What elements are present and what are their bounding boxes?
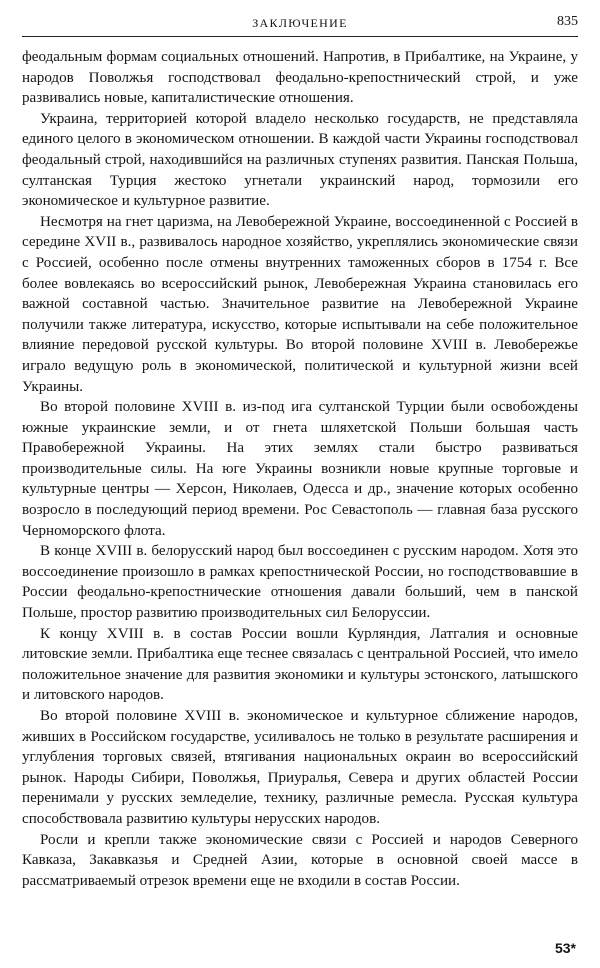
paragraph: феодальным формам социальных отношений. Напротив, в Прибалтике, на Украине, у народов Поволжья господствовал феодально-крепостнический строй, и уже развивались новые, капиталистические отношения. [22,49,578,107]
signature-mark: 53* [554,940,576,956]
running-head: ЗАКЛЮЧЕНИЕ [252,16,348,30]
paragraph: Украина, территорией которой владело несколько государств, не представляла единого целого в экономическом отношении. В каждой части Украины господствовал феодальный строй, находившийся на различных ступенях развития. Панская Польша, султанская Турция жестоко угнетали украинский народ, тормозили его экономическое и культурное развитие. [22,110,578,210]
page-header [22,12,578,37]
page-number: 835 [557,14,578,29]
paragraph: Несмотря на гнет царизма, на Левобережной Украине, воссоединенной с Россией в середине XVII в., развивалось народное хозяйство, укреплялись экономические связи с Россией, особенно после отмены внутренних таможенных сборов в 1754 г. Все более вовлекаясь во всероссийский рынок, Левобережная Украина становилась его важной составной частью. Значительное развитие на Левобережной Украине получили также литература, искусство, которые испытывали на себе положительное влияние передовой русской культуры. Во второй половине XVIII в. Левобережье играло ведущую роль в экономической, политической и культурной жизни всей Украины. [22,213,578,395]
paragraph: Во второй половине XVIII в. экономическое и культурное сближение народов, живших в Российском государстве, усиливалось не только в результате расширения и углубления торговых связей, втягивания национальных окраин во всероссийский рынок. Народы Сибири, Поволжья, Приуралья, Севера и других областей России перенимали у русских земледелие, технику, различные ремесла. Русская культура способствовала развитию культуры нерусских народов. [22,708,578,827]
body-text [22,47,578,891]
paragraph: Во второй половине XVIII в. из-под ига султанской Турции были освобождены южные украинские земли, и от гнета шляхетской Польши большая часть Правобережной Украины. На этих землях стали быстро развиваться производительные силы. На юге Украины возникли новые крупные торговые и культурные центры — Херсон, Николаев, Одесса и др., значение которых особенно возросло в последующий период времени. Рос Севастополь — главная база русского Черноморского флота. [22,399,578,539]
paragraph: К концу XVIII в. в состав России вошли Курляндия, Латгалия и основные литовские земли. Прибалтика еще теснее связалась с центральной Россией, что имело положительное значение для развития экономики и культуры эстонского, латышского и литовского народов. [22,625,578,704]
paragraph: В конце XVIII в. белорусский народ был воссоединен с русским народом. Хотя это воссоединение произошло в рамках крепостнической России, но господствовавшие в России феодально-крепостнические отношения давали больший, чем в панской Польше, простор развитию производительных сил Белоруссии. [22,543,578,622]
paragraph: Росли и крепли также экономические связи с Россией и народов Северного Кавказа, Закавказья и Средней Азии, которые в основной своей массе в рассматриваемый отрезок времени еще не входили в состав России. [22,831,578,889]
book-page [22,12,578,956]
